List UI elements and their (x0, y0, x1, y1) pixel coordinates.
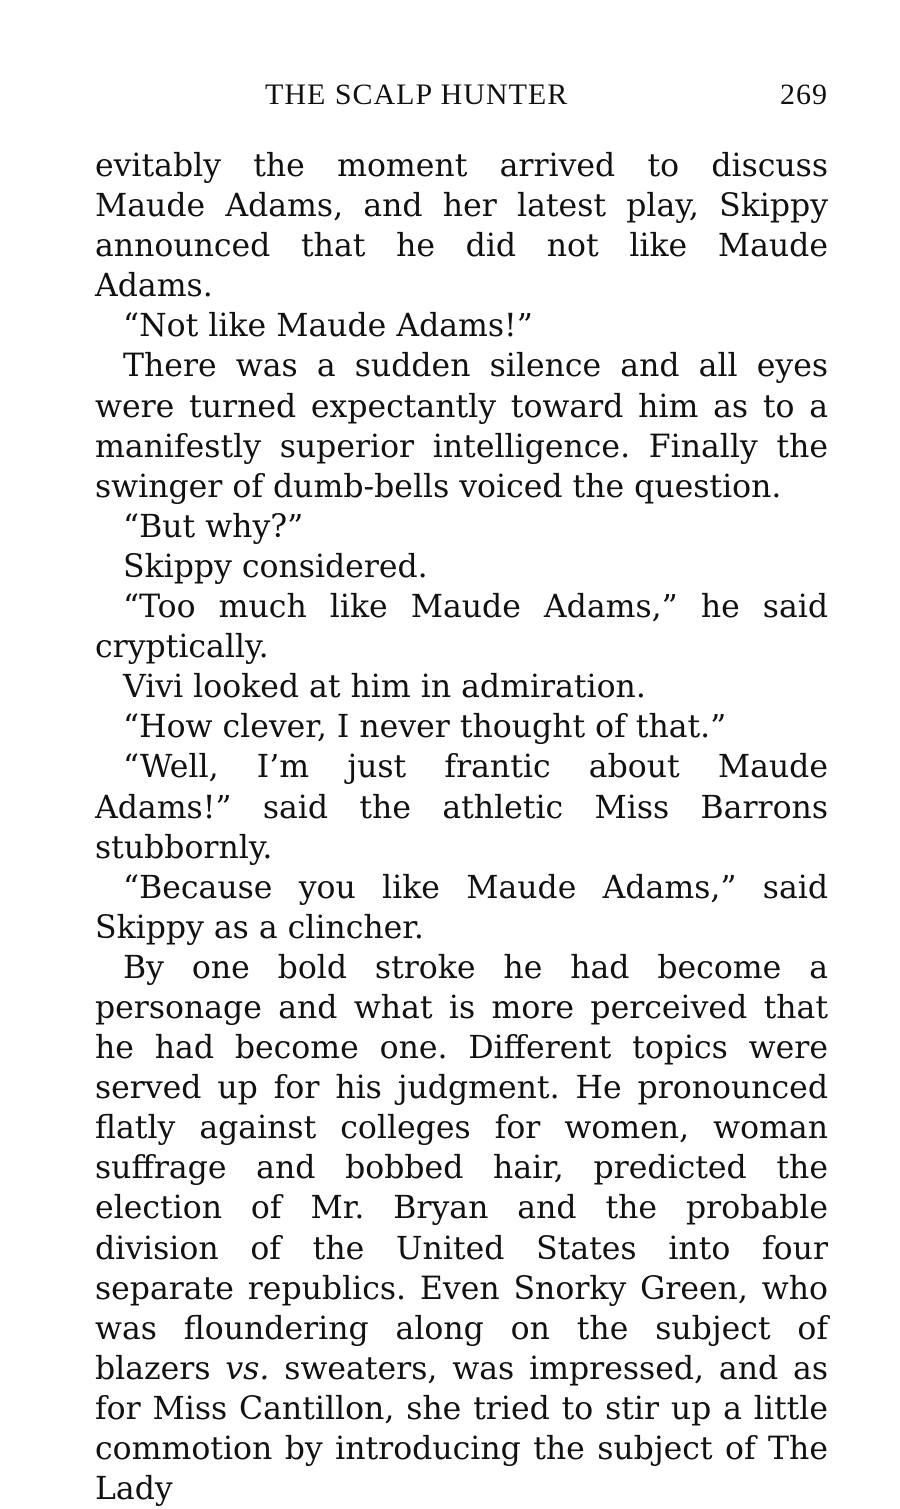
running-title: THE SCALP HUNTER (265, 78, 569, 111)
paragraph-text: By one bold stroke he had become a personage and what is more perceived that he had become one. Different topics were served up for his judgment. He pronounced flatly against colleges for women, woman suffrage and bobbed hair, predicted the election of Mr. Bryan and the probable division of the United States into four separate republics. Even Snorky Green, who was floundering along on the subject of blazers (95, 949, 828, 1387)
body-text (95, 146, 828, 1509)
page-number: 269 (780, 78, 828, 111)
paragraph (95, 948, 828, 1509)
paragraph: evitably the moment arrived to discuss Maude Adams, and her latest play, Skippy announced that he did not like Maude Adams. (95, 148, 828, 305)
paragraph: “Too much like Maude Adams,” he said cryptically. (95, 589, 828, 666)
paragraph: “Well, I’m just frantic about Maude Adams!” said the athletic Miss Barrons stubbornly. (95, 749, 828, 866)
paragraph: “But why?” (123, 508, 304, 545)
paragraph: “Not like Maude Adams!” (123, 308, 533, 345)
paragraph-text: sweaters, was impressed, and as for Miss Cantillon, she tried to stir up a little commotion by introducing the subject of The Lady (95, 1350, 829, 1508)
paragraph: There was a sudden silence and all eyes were turned expectantly toward him as to a manifestly superior intelligence. Finally the swinger of dumb-bells voiced the question. (95, 348, 828, 505)
paragraph: “How clever, I never thought of that.” (123, 709, 727, 746)
book-page (95, 78, 828, 1509)
paragraph: Skippy considered. (123, 548, 428, 585)
italic-text: vs. (225, 1350, 270, 1387)
running-head (95, 78, 828, 118)
paragraph: “Because you like Maude Adams,” said Skippy as a clincher. (95, 869, 828, 946)
paragraph: Vivi looked at him in admiration. (123, 669, 646, 706)
